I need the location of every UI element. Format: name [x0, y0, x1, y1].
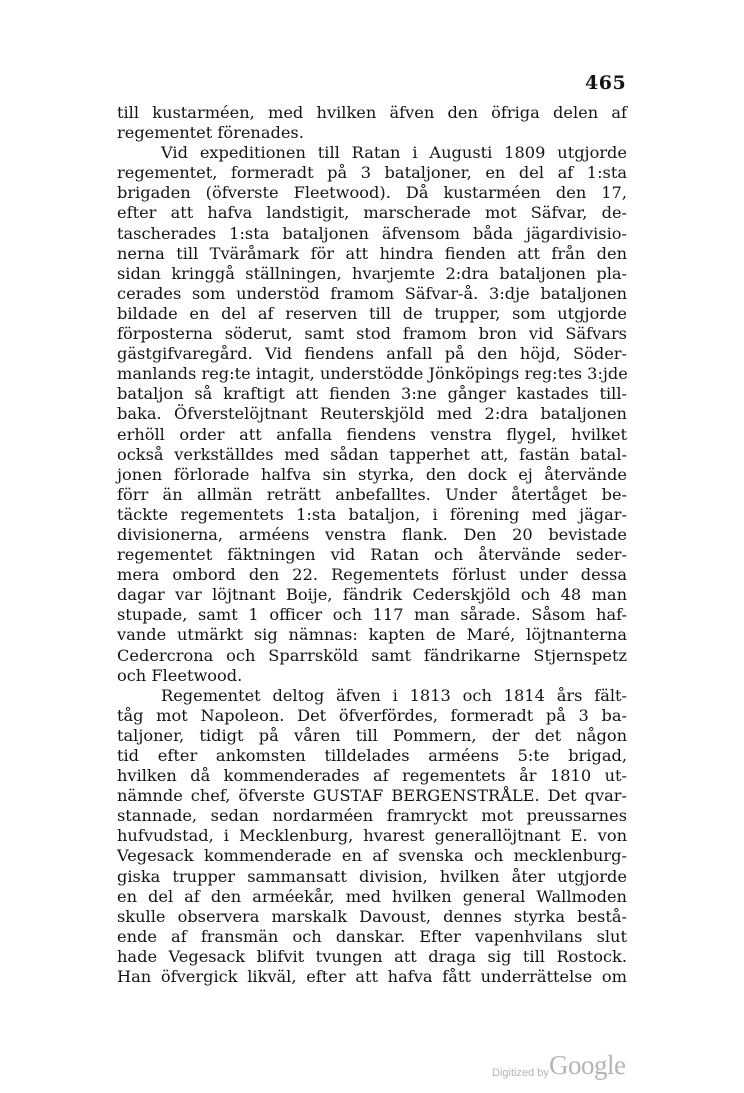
body-text: [117, 103, 627, 987]
text-line: ende af fransmän och danskar. Efter vapenhvilans slut: [117, 926, 627, 946]
page-number: 465: [585, 72, 627, 94]
text-line: jonen förlorade halfva sin styrka, den dock ej återvände: [117, 464, 627, 484]
text-line: brigaden (öfverste Fleetwood). Då kustarméen den 17,: [117, 183, 627, 203]
text-line: Cedercrona och Sparrsköld samt fändrikarne Stjernspetz: [117, 645, 627, 665]
text-line: bataljon så kraftigt att fienden 3:ne gånger kastades till-: [117, 384, 627, 404]
text-line: cerades som understöd framom Säfvar-å. 3:dje bataljonen: [117, 283, 627, 303]
text-line: giska trupper sammansatt division, hvilken åter utgjorde: [117, 866, 627, 886]
watermark-prefix: Digitized by: [492, 1067, 549, 1079]
text-line: dagar var löjtnant Boije, fändrik Cederskjöld och 48 man: [117, 585, 627, 605]
text-line: skulle observera marskalk Davoust, dennes styrka bestå-: [117, 906, 627, 926]
digitized-by-watermark: [482, 1048, 642, 1088]
text-line: erhöll order att anfalla fiendens venstra flygel, hvilket: [117, 424, 627, 444]
text-line: hufvudstad, i Mecklenburg, hvarest generallöjtnant E. von: [117, 826, 627, 846]
text-line: divisionerna, arméens venstra flank. Den 20 bevistade: [117, 524, 627, 544]
text-line: stupade, samt 1 officer och 117 man sårade. Såsom haf-: [117, 605, 627, 625]
text-line: nerna till Tväråmark för att hindra fienden att från den: [117, 243, 627, 263]
text-line: och Fleetwood.: [117, 665, 243, 685]
text-line: hade Vegesack blifvit tvungen att draga sig till Rostock.: [117, 946, 627, 966]
text-line: Han öfvergick likväl, efter att hafva fått underrättelse om: [117, 967, 627, 987]
text-line: regementet fäktningen vid Ratan och återvände seder-: [117, 545, 627, 565]
text-line: regementet förenades.: [117, 123, 304, 143]
text-line: förposterna söderut, samt stod framom bron vid Säfvars: [117, 324, 627, 344]
text-line: taljoner, tidigt på våren till Pommern, der det någon: [117, 725, 627, 745]
text-line: Regementet deltog äfven i 1813 och 1814 års fält-: [161, 685, 627, 705]
text-line: förr än allmän reträtt anbefalltes. Under återtåget be-: [117, 484, 627, 504]
text-line: tid efter ankomsten tilldelades arméens 5:te brigad,: [117, 746, 627, 765]
text-line: bildade en del af reserven till de trupper, som utgjorde: [117, 303, 627, 323]
text-line: täckte regementets 1:sta bataljon, i förening med jägar-: [117, 504, 627, 524]
text-line: sidan kringgå ställningen, hvarjemte 2:dra bataljonen pla-: [117, 263, 627, 283]
text-line: hvilken då kommenderades af regementets år 1810 ut-: [117, 766, 627, 786]
text-line: en del af den arméekår, med hvilken general Wallmoden: [117, 886, 627, 906]
watermark-brand: Google: [549, 1050, 626, 1080]
text-line: också verkställdes med sådan tapperhet att, fastän batal-: [117, 444, 627, 464]
text-line: Vegesack kommenderade en af svenska och mecklenburg-: [117, 846, 627, 866]
text-line: vande utmärkt sig nämnas: kapten de Maré, löjtnanterna: [117, 625, 627, 645]
text-line: Vid expeditionen till Ratan i Augusti 1809 utgjorde: [161, 143, 627, 163]
text-line: tascherades 1:sta bataljonen äfvensom båda jägardivisio-: [117, 223, 627, 243]
text-line: gästgifvaregård. Vid fiendens anfall på den höjd, Söder-: [117, 344, 627, 364]
text-line: till kustarméen, med hvilken äfven den öfriga delen af: [117, 103, 627, 122]
text-line: efter att hafva landstigit, marscherade mot Säfvar, de-: [117, 203, 627, 223]
text-line: tåg mot Napoleon. Det öfverfördes, formeradt på 3 ba-: [117, 705, 627, 725]
text-line: baka. Öfverstelöjtnant Reuterskjöld med 2:dra bataljonen: [117, 404, 627, 424]
text-line: stannade, sedan nordarméen framryckt mot preussarnes: [117, 806, 627, 826]
text-line: mera ombord den 22. Regementets förlust under dessa: [117, 565, 627, 585]
text-line: manlands reg:te intagit, understödde Jönköpings reg:tes 3:jde: [117, 364, 628, 384]
text-line: nämnde chef, öfverste GUSTAF BERGENSTRÅLE. Det qvar-: [117, 786, 627, 806]
text-line: regementet, formeradt på 3 bataljoner, en del af 1:sta: [117, 163, 627, 183]
